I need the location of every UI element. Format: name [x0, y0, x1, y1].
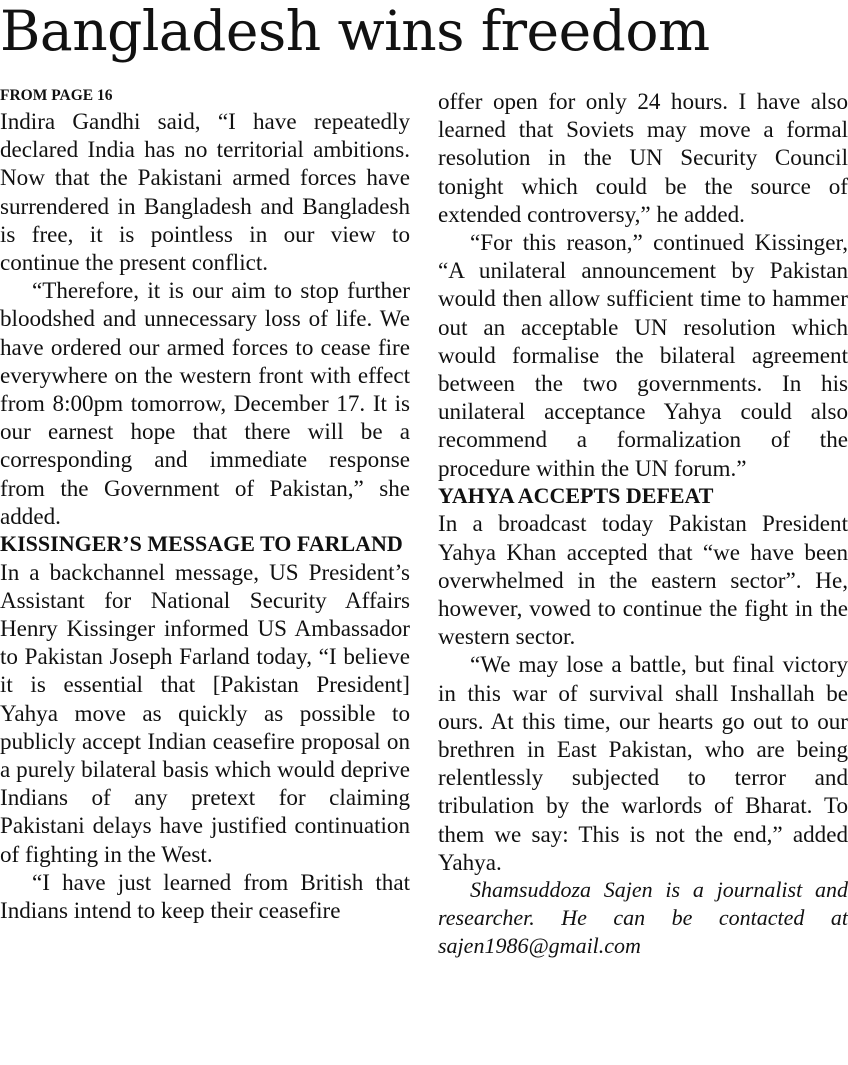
article-column-left: [0, 85, 410, 924]
author-byline: Shamsuddoza Sajen is a journalist and researcher. He can be contacted at sajen1986@gmail.com: [438, 877, 848, 959]
headline: Bangladesh wins freedom: [0, 0, 710, 63]
subhead-yahya-accepts-defeat: YAHYA ACCEPTS DEFEAT: [438, 482, 714, 508]
paragraph-yahya-broadcast: In a broadcast today Pakistan President Yahya Khan accepted that “we have been overwhelmed in the eastern sector”. He, however, vowed to continue the fight in the western sector.: [438, 510, 848, 650]
paragraph-backchannel-message: In a backchannel message, US President’s Assistant for National Security Affairs Henry Kissinger informed US Ambassador to Pakistan Joseph Farland today, “I believe it is essential that [Pakistan President] Yahya move as quickly as possible to publicly accept Indian ceasefire proposal on a purely bilateral basis which would deprive Indians of any pretext for claiming Pakistani delays have justified continuation of fighting in the West.: [0, 558, 410, 867]
paragraph-unilateral-announcement: “For this reason,” continued Kissinger, “A unilateral announcement by Pakistan would then allow sufficient time to hammer out an acceptable UN resolution which would formalise the bilateral agreement between the two governments. In his unilateral acceptance Yahya could also recommend a formalization of the procedure within the UN forum.”: [438, 229, 848, 481]
continuation-label: FROM PAGE 16: [0, 87, 113, 104]
paragraph-british-info: “I have just learned from British that Indians intend to keep their ceasefire: [0, 868, 410, 924]
paragraph-soviet-resolution: offer open for only 24 hours. I have also learned that Soviets may move a formal resolution in the UN Security Council tonight which could be the source of extended controversy,” he added.: [438, 88, 848, 227]
paragraph-indira-gandhi-statement: Indira Gandhi said, “I have repeatedly declared India has no territorial ambitions. Now that the Pakistani armed forces have surrendered in Bangladesh and Bangladesh is free, it is pointless in our view to continue the present conflict.: [0, 108, 410, 276]
article-column-right: [438, 87, 848, 961]
paragraph-ceasefire-order: “Therefore, it is our aim to stop further bloodshed and unnecessary loss of life. We have ordered our armed forces to cease fire everywhere on the western front with effect from 8:00pm tomorrow, December 17. It is our earnest hope that there will be a corresponding and immediate response from the Government of Pakistan,” she added.: [0, 277, 410, 529]
paragraph-yahya-quote: “We may lose a battle, but final victory in this war of survival shall Inshallah be ours. At this time, our hearts go out to our brethren in East Pakistan, who are being relentlessly subjected to terror and tribulation by the warlords of Bharat. To them we say: This is not the end,” added Yahya.: [438, 651, 848, 875]
subhead-kissinger-message: KISSINGER’S MESSAGE TO FARLAND: [0, 531, 403, 557]
